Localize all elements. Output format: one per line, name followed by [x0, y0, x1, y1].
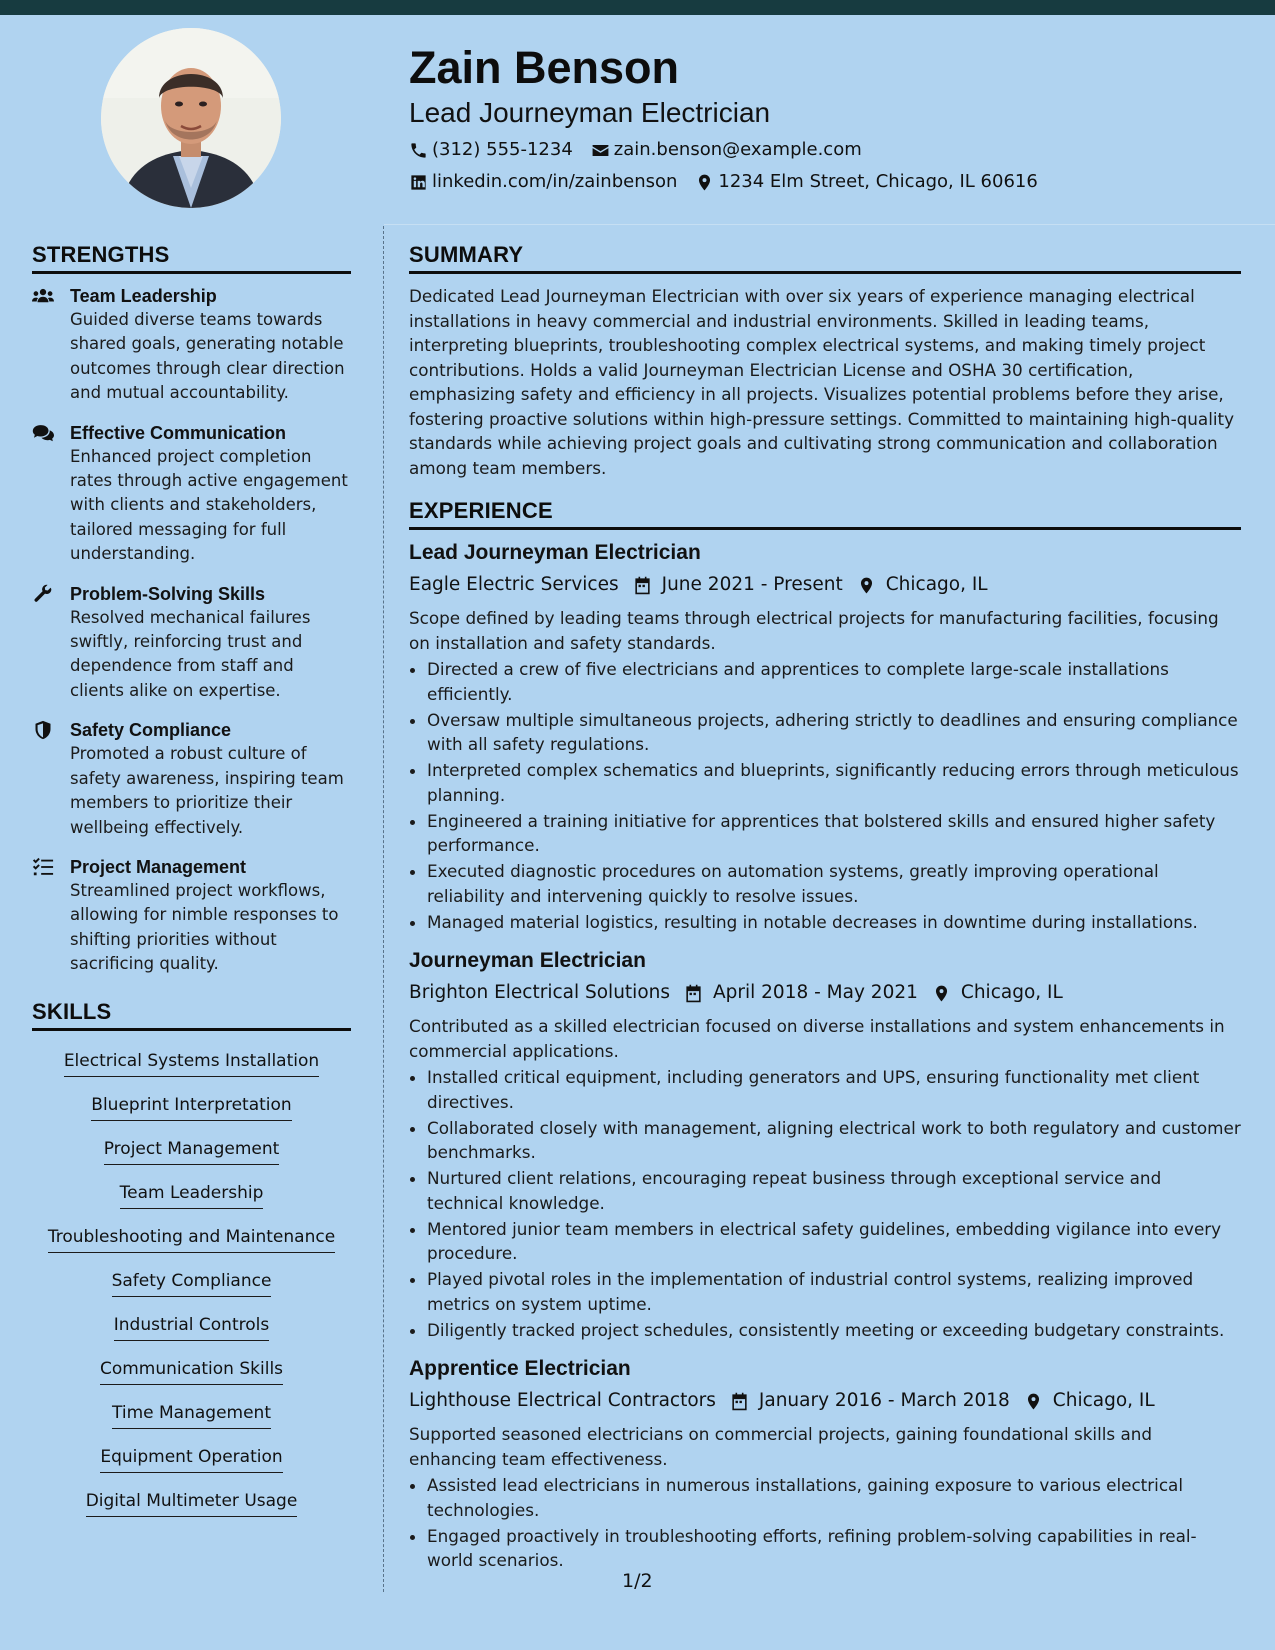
calendar-icon: [730, 1392, 749, 1411]
left-column: [32, 242, 351, 1525]
company-name: Brighton Electrical Solutions: [409, 982, 670, 1003]
bullet-item: • Interpreted complex schematics and blueprints, significantly reducing errors through meticulous planning.: [427, 758, 1241, 807]
top-bar: [0, 0, 1275, 15]
contact-row-1: [409, 138, 1229, 162]
bullet-item: • Collaborated closely with management, aligning electrical work to both regulatory and customer benchmarks.: [427, 1116, 1241, 1165]
users-icon: [32, 286, 54, 306]
bullet-item: • Engaged proactively in troubleshooting efforts, refining problem-solving capabilities in real-world scenarios.: [427, 1524, 1241, 1573]
job-entry: [409, 948, 1241, 1342]
envelope-icon: [591, 141, 610, 160]
skill-item: Team Leadership: [120, 1180, 264, 1209]
job-location: Chicago, IL: [1052, 1390, 1155, 1411]
experience-heading: EXPERIENCE: [409, 498, 1241, 530]
shield-icon: [32, 720, 54, 740]
job-meta: [409, 572, 1241, 598]
job-meta: [409, 1388, 1241, 1414]
strength-title: Team Leadership: [70, 286, 217, 306]
summary-heading: SUMMARY: [409, 242, 1241, 274]
job-entry: [409, 540, 1241, 934]
strength-item: [32, 284, 351, 406]
job-description: Contributed as a skilled electrician focused on diverse installations and system enhancements in commercial applications.: [409, 1016, 1225, 1061]
address-text: 1234 Elm Street, Chicago, IL 60616: [718, 171, 1038, 192]
header-info: [409, 40, 1229, 194]
wrench-icon: [32, 584, 54, 604]
job-entry: [409, 1356, 1241, 1573]
strengths-heading: STRENGTHS: [32, 242, 351, 274]
job-bullets: [409, 1473, 1241, 1573]
summary-text: Dedicated Lead Journeyman Electrician with over six years of experience managing electrical installations in heavy commercial and industrial environments. Skilled in leading teams, interpreting blueprints, troubleshooting complex electrical systems, and making timely project contributions. Holds a valid Journeyman Electrician License and OSHA 30 certification, emphasizing safety and efficiency in all projects. Visualizes potential problems before they arise, fostering proactive solutions within high-pressure settings. Committed to maintaining high-quality standards while achieving project goals and cultivating strong communication and collaboration among team members.: [409, 286, 1235, 478]
job-location: Chicago, IL: [960, 982, 1063, 1003]
profile-photo: [101, 28, 281, 208]
column-divider: [383, 226, 384, 1592]
job-title: Apprentice Electrician: [409, 1357, 631, 1380]
bullet-item: • Nurtured client relations, encouraging repeat business through exceptional service and technical knowledge.: [427, 1166, 1241, 1215]
linkedin-text: linkedin.com/in/zainbenson: [432, 171, 678, 192]
phone-icon: [409, 141, 428, 160]
strength-title: Project Management: [70, 856, 247, 877]
job-title: Journeyman Electrician: [409, 949, 646, 972]
right-column: [409, 242, 1241, 1587]
strength-desc: Resolved mechanical failures swiftly, reinforcing trust and dependence from staff and clients alike on expertise.: [70, 607, 311, 700]
bullet-item: • Installed critical equipment, including generators and UPS, ensuring functionality met client directives.: [427, 1065, 1241, 1114]
company-name: Eagle Electric Services: [409, 574, 619, 595]
map-pin-icon: [695, 173, 714, 192]
bullet-item: • Assisted lead electricians in numerous installations, gaining exposure to various electrical technologies.: [427, 1473, 1241, 1522]
list-check-icon: [32, 857, 54, 877]
strength-title: Safety Compliance: [70, 720, 232, 741]
email-text: zain.benson@example.com: [613, 139, 862, 160]
job-dates: April 2018 - May 2021: [713, 982, 918, 1003]
strength-desc: Promoted a robust culture of safety awareness, inspiring team members to prioritize their wellbeing effectively.: [70, 744, 344, 837]
email-contact[interactable]: [591, 138, 862, 162]
bullet-item: • Diligently tracked project schedules, consistently meeting or exceeding budgetary constraints.: [427, 1318, 1241, 1343]
job-meta: [409, 980, 1241, 1006]
job-description: Supported seasoned electricians on commercial projects, gaining foundational skills and enhancing team effectiveness.: [409, 1424, 1153, 1469]
strength-desc: Streamlined project workflows, allowing for nimble responses to shifting priorities without sacrificing quality.: [70, 880, 339, 974]
linkedin-icon: [409, 173, 428, 192]
strength-item: [32, 855, 351, 977]
strength-desc: Guided diverse teams towards shared goals, generating notable outcomes through clear direction and mutual accountability.: [70, 310, 345, 403]
strength-item: [32, 421, 351, 567]
strength-item: [32, 718, 351, 840]
strength-title: Problem-Solving Skills: [70, 583, 266, 604]
map-pin-icon: [857, 576, 876, 595]
skill-item: Industrial Controls: [114, 1312, 269, 1341]
skills-heading: SKILLS: [32, 999, 351, 1031]
skill-item: Electrical Systems Installation: [64, 1048, 319, 1077]
bullet-item: • Directed a crew of five electricians and apprentices to complete large-scale installations efficiently.: [427, 657, 1241, 706]
job-dates: January 2016 - March 2018: [758, 1390, 1010, 1411]
job-bullets: [409, 657, 1241, 934]
bullet-item: • Played pivotal roles in the implementation of industrial control systems, realizing improved metrics on system uptime.: [427, 1267, 1241, 1316]
job-title: Lead Journeyman Electrician: [409, 541, 701, 564]
bullet-item: • Executed diagnostic procedures on automation systems, greatly improving operational reliability and intervening quickly to resolve issues.: [427, 859, 1241, 908]
bullet-item: • Engineered a training initiative for apprentices that bolstered skills and ensured higher safety performance.: [427, 809, 1241, 858]
skills-list: [32, 1041, 351, 1525]
skill-item: Equipment Operation: [100, 1444, 282, 1473]
skill-item: Troubleshooting and Maintenance: [48, 1224, 335, 1253]
map-pin-icon: [1024, 1392, 1043, 1411]
job-dates: June 2021 - Present: [661, 574, 843, 595]
calendar-icon: [633, 576, 652, 595]
map-pin-icon: [932, 984, 951, 1003]
bullet-item: • Managed material logistics, resulting in notable decreases in downtime during installations.: [427, 910, 1241, 935]
contact-row-2: [409, 170, 1229, 194]
skill-item: Blueprint Interpretation: [91, 1092, 291, 1121]
company-name: Lighthouse Electrical Contractors: [409, 1390, 716, 1411]
candidate-name: Zain Benson: [409, 42, 680, 93]
skill-item: Time Management: [112, 1400, 271, 1429]
bullet-item: • Oversaw multiple simultaneous projects, adhering strictly to deadlines and ensuring compliance with all safety regulations.: [427, 708, 1241, 757]
strength-title: Effective Communication: [70, 422, 287, 443]
job-bullets: [409, 1065, 1241, 1342]
job-description: Scope defined by leading teams through electrical projects for manufacturing facilities, focusing on installation and safety standards.: [409, 608, 1219, 653]
page-number: 1/2: [622, 1570, 653, 1592]
phone-text: (312) 555-1234: [432, 139, 573, 160]
job-location: Chicago, IL: [885, 574, 988, 595]
calendar-icon: [684, 984, 703, 1003]
skill-item: Safety Compliance: [112, 1268, 272, 1297]
skill-item: Digital Multimeter Usage: [86, 1488, 298, 1517]
phone-contact[interactable]: [409, 138, 573, 162]
skill-item: Project Management: [104, 1136, 280, 1165]
address-contact: [695, 170, 1037, 194]
linkedin-contact[interactable]: [409, 170, 677, 194]
candidate-title: Lead Journeyman Electrician: [409, 97, 771, 128]
skill-item: Communication Skills: [100, 1356, 283, 1385]
bullet-item: • Mentored junior team members in electrical safety guidelines, embedding vigilance into every procedure.: [427, 1217, 1241, 1266]
comments-icon: [32, 423, 54, 443]
strength-desc: Enhanced project completion rates through active engagement with clients and stakeholders, tailored messaging for full understanding.: [70, 446, 348, 564]
header-divider: [384, 224, 1275, 225]
strength-item: [32, 582, 351, 704]
